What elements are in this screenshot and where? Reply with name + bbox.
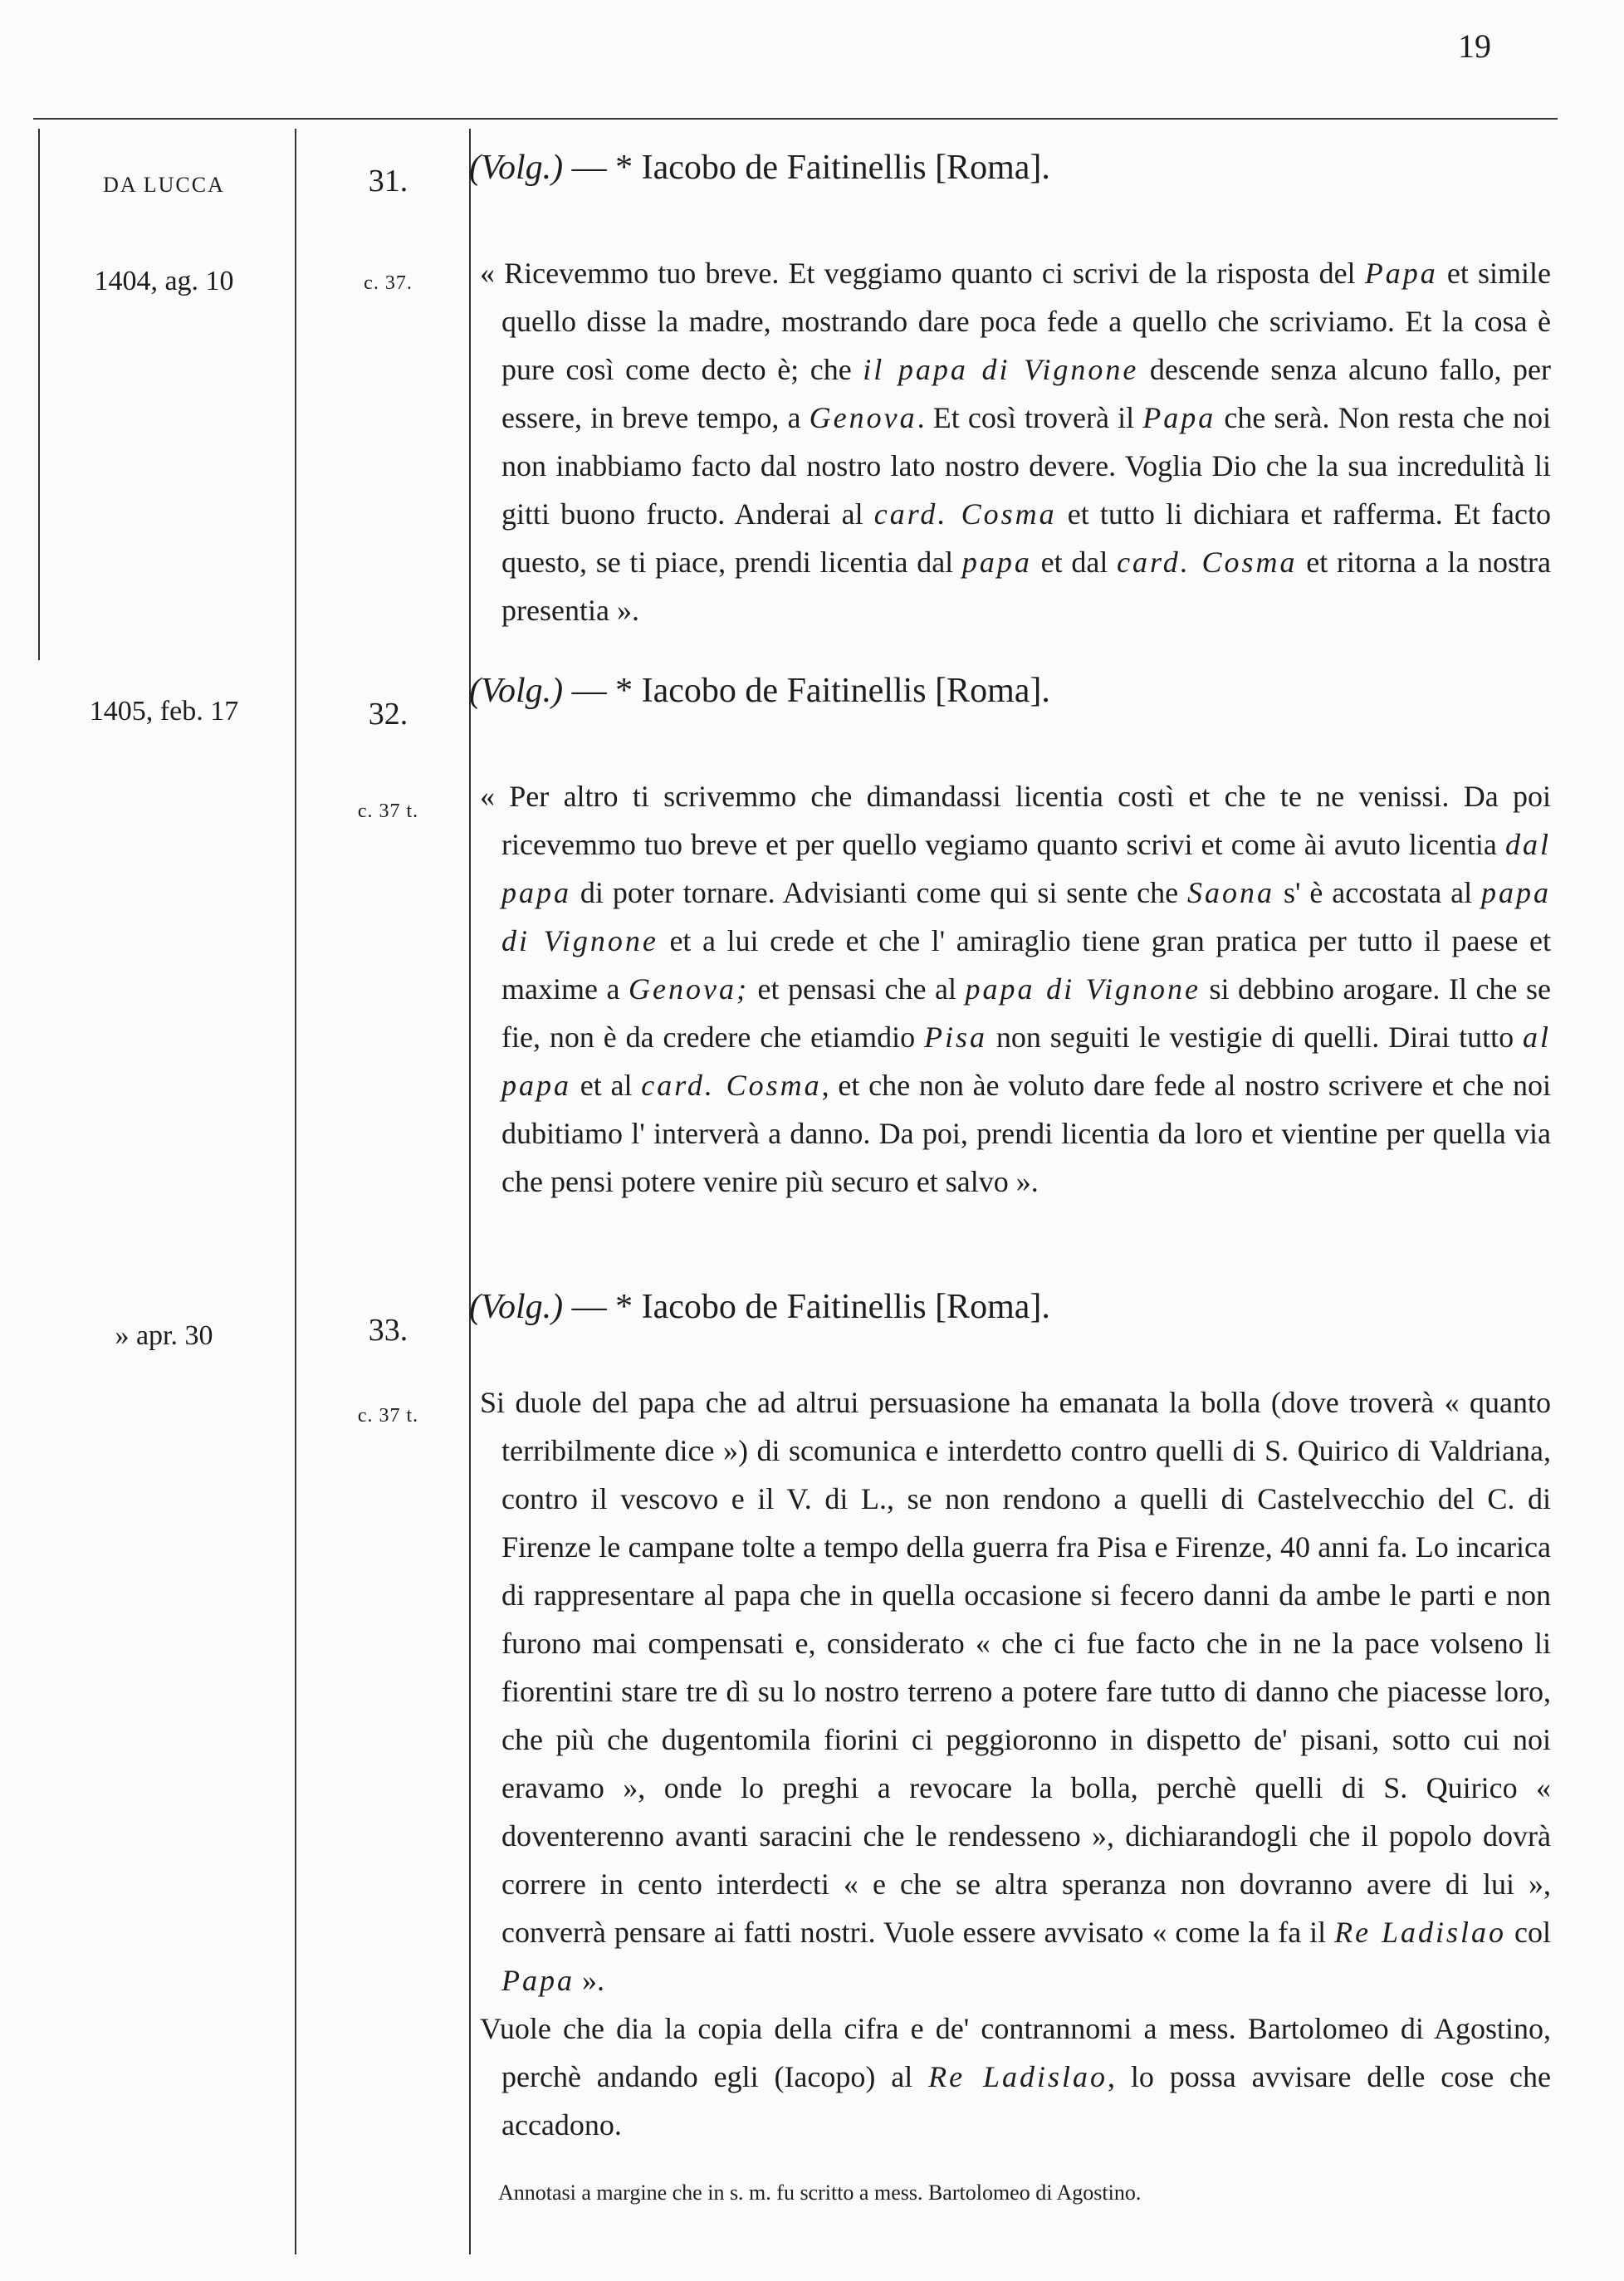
entry-31-paragraph <box>480 249 1551 634</box>
entry-31-text-segment: descende senza alcuno fallo, per essere, in breve tempo, a <box>501 353 1552 434</box>
entry-32-title-volg: (Volg.) <box>469 672 564 710</box>
entry-32-number: 32. <box>368 697 408 732</box>
origin-header: DA LUCCA <box>103 173 225 197</box>
entry-32-text-segment: Genova; <box>629 972 749 1006</box>
entry-32-title-rest: — * Iacobo de Faitinellis [Roma]. <box>563 672 1050 710</box>
entry-31-date: 1404, ag. 10 <box>94 266 234 296</box>
entry-32-title <box>469 671 1050 711</box>
entry-33-text-segment: ». <box>575 1964 604 1997</box>
column-divider-2 <box>469 129 471 2254</box>
entry-31-text-segment: et tutto li dichiara et rafferma. Et facto questo, se ti piace, prendi licentia dal <box>501 497 1552 579</box>
entry-33-title <box>469 1287 1050 1327</box>
entry-31-title <box>469 148 1050 188</box>
entry-32-text-segment: papa di Vignone <box>965 972 1201 1006</box>
entry-31-text-segment: card. Cosma <box>1117 546 1298 579</box>
entry-32-text-segment: Pisa <box>924 1021 988 1054</box>
entry-32-text-segment: papa di Vignone <box>501 876 1551 957</box>
entry-33-ref: c. 37 t. <box>357 1405 419 1427</box>
entry-33-text-segment: col <box>1506 1916 1551 1949</box>
entry-33-title-rest: — * Iacobo de Faitinellis [Roma]. <box>563 1288 1050 1326</box>
entry-33-text2-segment: , lo possa avvisare delle cose che accadono. <box>501 2060 1552 2141</box>
entry-33-paragraph-2 <box>480 2004 1551 2149</box>
entry-31-text-segment: card. Cosma <box>873 497 1057 531</box>
entry-31-text-segment: Papa <box>1142 401 1216 434</box>
entry-32-text-segment: al papa <box>501 1021 1551 1102</box>
entry-32-text-segment: , et che non àe voluto dare fede al nostro scrivere et che noi dubitiamo l' interverà a danno. Da poi, prendi licentia da loro et vientine per quella via che pensi potere venire più securo et salvo ». <box>501 1069 1551 1198</box>
entry-32-ref: c. 37 t. <box>357 800 419 822</box>
entry-33-text-segment: Si duole del papa che ad altrui persuasione ha emanata la bolla (dove troverà « quanto terribilmente dice ») di scomunica e interdetto contro quelli di S. Quirico di Valdriana, contro il vescovo e il V. di L., se non rendono a quelli di Castelvecchio del C. di Firenze le campane tolte a tempo della guerra fra Pisa e Firenze, 40 anni fa. Lo incarica di rappresentare al papa che in quella occasione si fecero danni da ambe le parti e non furono mai compensati e, considerato « che ci fue facto che in ne la pace volseno li fiorentini stare tre dì su lo nostro terreno a potere fare tutto di danno che piacesse loro, che più che dugentomila fiorini ci peggioronno in dispetto de' pisani, sotto cui noi eravamo », onde lo preghi a revocare la bolla, perchè quelli di S. Quirico « doventerenno avanti saracini che le rendesseno », dichiarandogli che il popolo dovrà correre in cento interdecti « e che se altra speranza non dovranno avere di lui », converrà pensare ai fatti nostri. Vuole essere avvisato « come la fa il <box>480 1386 1551 1949</box>
entry-31-text-segment: che serà. Non resta che noi non inabbiamo facto dal nostro lato nostro devere. Voglia Dio che la sua incredulità li gitti buono fructo. Anderai al <box>501 401 1551 531</box>
entry-31-body <box>480 249 1551 634</box>
footnote: Annotasi a margine che in s. m. fu scritto a mess. Bartolomeo di Agostino. <box>498 2181 1142 2205</box>
entry-31-ref: c. 37. <box>364 272 413 294</box>
entry-33-text-segment: Papa <box>501 1964 575 1997</box>
entry-33-date: » apr. 30 <box>115 1320 213 1351</box>
entry-33-body <box>480 1378 1551 2149</box>
left-border-line <box>38 129 40 660</box>
entry-33-text2-segment: Re Ladislao <box>928 2060 1108 2093</box>
entry-32-text-segment: et a lui crede et che l' amiraglio tiene gran pratica per tutto il paese et maxime a <box>501 924 1551 1006</box>
entry-31-text-segment: et ritorna a la nostra presentia ». <box>501 546 1552 627</box>
entry-31-text-segment: . Et così troverà il <box>917 401 1143 434</box>
entry-31-number: 31. <box>368 164 408 198</box>
entry-32-body <box>480 772 1551 1206</box>
entry-32-text-segment: « Per altro ti scrivemmo che dimandassi licentia costì et che te ne venissi. Da poi ricevemmo tuo breve et per quello vegiamo quanto scrivi et come ài avuto licentia <box>480 780 1551 861</box>
header-rule <box>33 118 1558 120</box>
entry-31-text-segment: Papa <box>1364 257 1438 290</box>
entry-31-text-segment: papa <box>961 546 1032 579</box>
entry-31-text-segment: « Ricevemmo tuo breve. Et veggiamo quanto ci scrivi de la risposta del <box>480 257 1365 290</box>
entry-32-text-segment: di poter tornare. Advisianti come qui si sente che <box>571 876 1188 909</box>
entry-32-paragraph <box>480 772 1551 1206</box>
entry-32-text-segment: non seguiti le vestigie di quelli. Dirai tutto <box>987 1021 1523 1054</box>
entry-31-title-volg: (Volg.) <box>469 149 564 187</box>
entry-32-text-segment: et al <box>571 1069 642 1102</box>
entry-32-text-segment: dal papa <box>501 828 1551 909</box>
entry-32-text-segment: card. Cosma <box>641 1069 822 1102</box>
entry-33-text2-segment: Vuole che dia la copia della cifra e de' contrannomi a mess. Bartolomeo di Agostino, perchè andando egli (Iacopo) al <box>480 2012 1551 2093</box>
entry-31-title-rest: — * Iacobo de Faitinellis [Roma]. <box>563 149 1050 187</box>
page-number: 19 <box>1458 27 1491 65</box>
entry-32-text-segment: et pensasi che al <box>748 972 966 1006</box>
column-divider-1 <box>295 129 296 2254</box>
entry-33-title-volg: (Volg.) <box>469 1288 564 1326</box>
entry-33-paragraph-1 <box>480 1378 1551 2004</box>
entry-32-date: 1405, feb. 17 <box>89 696 239 727</box>
entry-31-text-segment: et dal <box>1031 546 1118 579</box>
entry-32-text-segment: Saona <box>1187 876 1275 909</box>
entry-33-number: 33. <box>368 1313 408 1348</box>
entry-31-text-segment: et simile quello disse la madre, mostrando dare poca fede a quello che scriviamo. Et la cosa è pure così come decto è; che <box>501 257 1551 386</box>
entry-31-text-segment: il papa di Vignone <box>863 353 1139 386</box>
entry-32-text-segment: s' è accostata al <box>1274 876 1481 909</box>
entry-33-text-segment: Re Ladislao <box>1334 1916 1507 1949</box>
entry-32-text-segment: si debbino arogare. Il che se fie, non è da credere che etiamdio <box>501 972 1551 1054</box>
entry-31-text-segment: Genova <box>809 401 917 434</box>
